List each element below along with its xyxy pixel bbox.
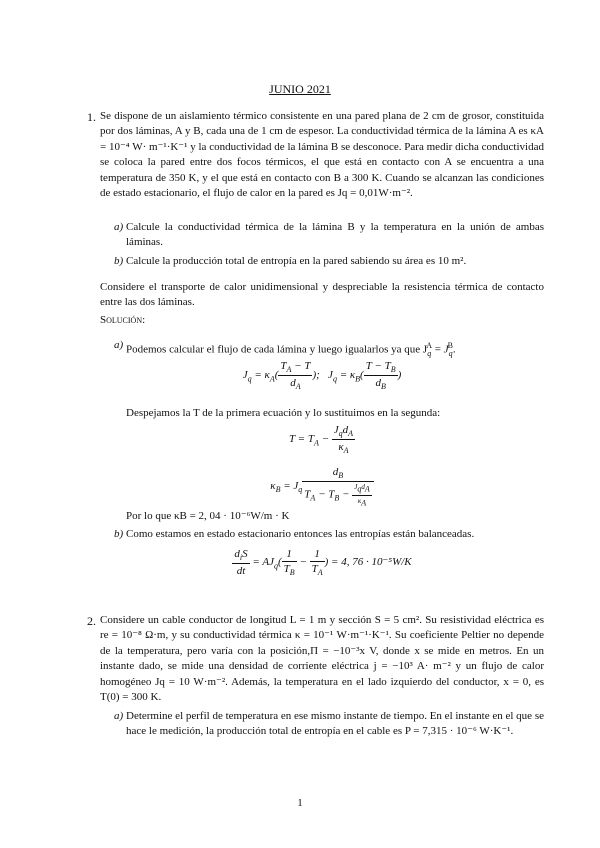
page-number: 1 — [297, 797, 303, 809]
problem-1-number: 1. — [87, 110, 96, 124]
solution-a-intro-end: . — [452, 343, 456, 356]
problem-2-statement: Considere un cable conductor de longitud L = 1 m y sección S = 5 cm². Su resistividad eléctrica es re = 10⁻⁸ Ω·m, y su conductividad térmica κ = 10⁻¹ W·m⁻¹·K⁻¹. Su coeficiente Peltier no depende de la temperatura, pero varía con la posición,Π = −10⁻³x V, donde x se mide en metros. En un instante dado, se mide una densidad de corriente eléctrica j = −10³ A· m⁻² y un flujo de calor homogéneo Jq = 10 W·m⁻². Además, la temperatura en el lado izquierdo del conductor, x = 0, es T(0) = 300 K. — [100, 614, 544, 704]
part-text: Calcule la producción total de entropía en la pared sabiendo su área es 10 m². — [126, 255, 467, 267]
equation-kappa-b: $\kappa_B = J_q$ $d_B$ $T_A - T_B$ − $\frac{\text{JqdA}}{\kappa A}$ — [100, 466, 544, 507]
part-text: Como estamos en estado estacionario entonces las entropías están balanceadas. — [126, 528, 475, 540]
solution-a-step: Despejamos la T de la primera ecuación y lo sustituimos en la segunda: — [126, 407, 441, 419]
part-label: a) — [114, 339, 124, 351]
problem-1-part-b — [114, 254, 544, 269]
part-label: a) — [114, 221, 124, 233]
part-label: a) — [114, 710, 124, 722]
equation-fluxes: $J_q = \kappa_A$( $\frac{T_A - T}{d_A}$ ); $J_q = \kappa_B$( $\frac{T - T_B}{d_B}$ ) — [242, 360, 402, 392]
problem-1-note: Considere el transporte de calor unidimensional y despreciable la resistencia térmica de contacto entre las dos láminas. — [100, 281, 544, 309]
equation-temperature: $T = T_A$ − $\frac{J_qd_A}{\kappa_A}$ — [288, 424, 354, 456]
equation-entropy: $\frac{d_iS}{dt}$ = $AJ_q$( $\frac{1}{T_B}$ − $\frac{1}{T_A}$ ) = 4, 76 · 10⁻⁵W/K — [234, 548, 412, 578]
part-text: Calcule la conductividad térmica de la lámina B y la temperatura en la unión de ambas láminas. — [126, 221, 544, 249]
solution-heading: Solución: — [100, 314, 146, 326]
problem-1-statement: Se dispone de un aislamiento térmico consistente en una pared plana de 2 cm de grosor, constituida por dos láminas, A y B, cada una de 1 cm de espesor. La conductividad térmica de la lámina A es κA = 10⁻⁴ W· m⁻¹·K⁻¹ y la conductividad de la lámina B se desconoce. Para medir dicha conductividad se coloca la pared entre dos focos térmicos, el que está en contacto con A se encuentra a una temperatura de 350 K, y el que está en contacto con B a 300 K. Cuando se alcanzan las condiciones de estado estacionario, el flujo de calor en la pared es Jq = 0,01W·m⁻². — [100, 110, 544, 200]
solution-b-result: = 4, 76 · 10⁻⁵W/K — [331, 556, 412, 569]
part-label: b) — [114, 528, 124, 540]
part-label: b) — [114, 255, 124, 267]
solution-a-result: Por lo que κB = 2, 04 · 10⁻⁶W/m · K — [126, 510, 290, 522]
problem-1-part-a — [114, 220, 544, 251]
part-text: Podemos calcular el flujo de cada lámina y luego igualarlos ya que $J_q^A = J_q^B$. — [126, 341, 456, 358]
solution-part-a — [114, 338, 544, 361]
solution-part-b — [114, 527, 544, 542]
problem-2-number: 2. — [87, 614, 96, 628]
solution-a-intro: Podemos calcular el flujo de cada lámina y luego igualarlos ya que J — [126, 343, 428, 356]
page-title: JUNIO 2021 — [269, 82, 331, 96]
part-text: Determine el perfil de temperatura en ese mismo instante de tiempo. En el instante en el que se hace le medición, la producción total de entropía en el cable es P = 7,315 · 10⁻⁶ W·K⁻¹. — [126, 710, 544, 738]
problem-2-part-a — [114, 709, 544, 740]
